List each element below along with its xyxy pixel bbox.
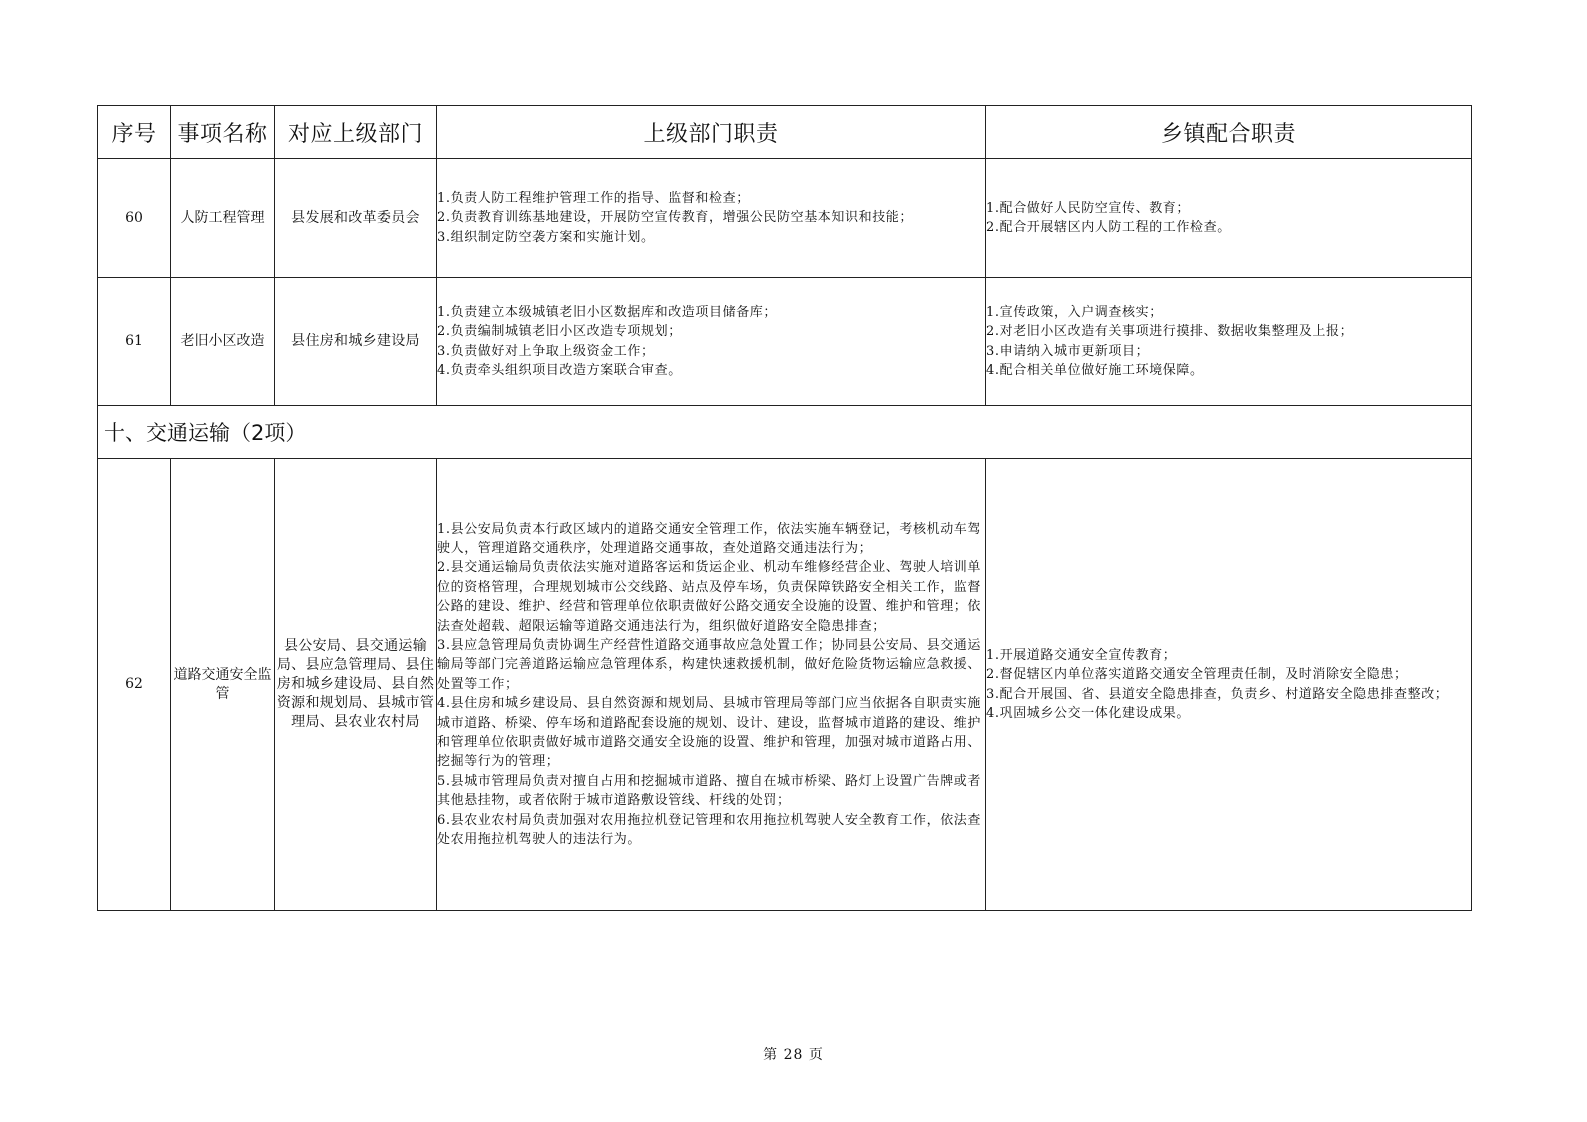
duty-line: 5.县城市管理局负责对擅自占用和挖掘城市道路、擅自在城市桥梁、路灯上设置广告牌或者其他悬挂物，或者依附于城市道路敷设管线、杆线的处罚； xyxy=(437,773,982,809)
row-town-duties xyxy=(986,278,1472,406)
row-item-name: 道路交通安全监管 xyxy=(171,459,275,911)
duty-line: 2.负责编制城镇老旧小区改造专项规划； xyxy=(437,324,682,340)
duty-line: 2.县交通运输局负责依法实施对道路客运和货运企业、机动车维修经营企业、驾驶人培训单位的资格管理，合理规划城市公交线路、站点及停车场，负责保障铁路安全相关工作，监督公路的建设、维护、经营和管理单位依职责做好公路交通安全设施的设置、维护和管理；依法查处超载、超限运输等道路交通违法行为，组织做好道路安全隐患排查； xyxy=(437,560,982,634)
row-serial: 62 xyxy=(98,459,171,911)
row-serial: 60 xyxy=(98,159,171,278)
duty-line: 1.开展道路交通安全宣传教育； xyxy=(986,647,1177,663)
row-upper-duties xyxy=(437,159,986,278)
duty-line: 1.配合做好人民防空宣传、教育； xyxy=(986,200,1191,216)
duty-line: 3.负责做好对上争取上级资金工作； xyxy=(437,343,655,359)
page-number: 第 28 页 xyxy=(763,1047,824,1063)
table-header-row xyxy=(98,106,1472,159)
header-item-name: 事项名称 xyxy=(171,106,275,159)
table-row xyxy=(98,459,1472,911)
header-upper-duties: 上级部门职责 xyxy=(437,106,986,159)
duty-line: 4.县住房和城乡建设局、县自然资源和规划局、县城市管理局等部门应当依据各自职责实施城市道路、桥梁、停车场和道路配套设施的规划、设计、建设，监督城市道路的建设、维护和管理单位依职责做好城市道路交通安全设施的设置、维护和管理，加强对城市道路占用、挖掘等行为的管理； xyxy=(437,696,982,770)
duty-line: 4.巩固城乡公交一体化建设成果。 xyxy=(986,705,1191,721)
duty-line: 3.配合开展国、省、县道安全隐患排查，负责乡、村道路安全隐患排查整改； xyxy=(986,686,1449,702)
header-upper-dept: 对应上级部门 xyxy=(275,106,437,159)
duty-line: 2.对老旧小区改造有关事项进行摸排、数据收集整理及上报； xyxy=(986,324,1354,340)
section-heading: 十、交通运输（2项） xyxy=(98,406,1472,459)
duty-line: 1.负责人防工程维护管理工作的指导、监督和检查； xyxy=(437,190,750,206)
duty-line: 2.督促辖区内单位落实道路交通安全管理责任制，及时消除安全隐患； xyxy=(986,667,1408,683)
row-town-duties xyxy=(986,159,1472,278)
duty-line: 2.配合开展辖区内人防工程的工作检查。 xyxy=(986,220,1231,235)
row-item-name: 老旧小区改造 xyxy=(171,278,275,406)
row-upper-dept: 县发展和改革委员会 xyxy=(275,159,437,278)
row-upper-dept: 县公安局、县交通运输局、县应急管理局、县住房和城乡建设局、县自然资源和规划局、县城市管理局、县农业农村局 xyxy=(275,459,437,911)
duty-line: 3.申请纳入城市更新项目； xyxy=(986,343,1150,359)
header-town-duties: 乡镇配合职责 xyxy=(986,106,1472,159)
duty-line: 1.宣传政策，入户调查核实； xyxy=(986,304,1163,320)
duty-line: 4.配合相关单位做好施工环境保障。 xyxy=(986,362,1204,378)
duty-line: 3.组织制定防空袭方案和实施计划。 xyxy=(437,229,655,245)
row-upper-duties xyxy=(437,459,986,911)
duty-line: 4.负责牵头组织项目改造方案联合审查。 xyxy=(437,362,682,378)
row-upper-duties xyxy=(437,278,986,406)
row-serial: 61 xyxy=(98,278,171,406)
table-row xyxy=(98,278,1472,406)
duty-line: 2.负责教育训练基地建设，开展防空宣传教育，增强公民防空基本知识和技能； xyxy=(437,210,914,226)
duty-line: 6.县农业农村局负责加强对农用拖拉机登记管理和农用拖拉机驾驶人安全教育工作，依法查处农用拖拉机驾驶人的违法行为。 xyxy=(437,812,982,848)
table-row xyxy=(98,159,1472,278)
duty-line: 1.负责建立本级城镇老旧小区数据库和改造项目储备库； xyxy=(437,304,778,320)
duty-line: 3.县应急管理局负责协调生产经营性道路交通事故应急处置工作；协同县公安局、县交通运输局等部门完善道路运输应急管理体系，构建快速救援机制，做好危险货物运输应急救援、处置等工作； xyxy=(437,637,982,692)
responsibility-table xyxy=(97,105,1472,911)
row-upper-dept: 县住房和城乡建设局 xyxy=(275,278,437,406)
row-town-duties xyxy=(986,459,1472,911)
duty-line: 1.县公安局负责本行政区域内的道路交通安全管理工作，依法实施车辆登记，考核机动车驾驶人，管理道路交通秩序，处理道路交通事故，查处道路交通违法行为； xyxy=(437,521,982,556)
section-row xyxy=(98,406,1472,459)
header-serial: 序号 xyxy=(98,106,171,159)
row-item-name: 人防工程管理 xyxy=(171,159,275,278)
